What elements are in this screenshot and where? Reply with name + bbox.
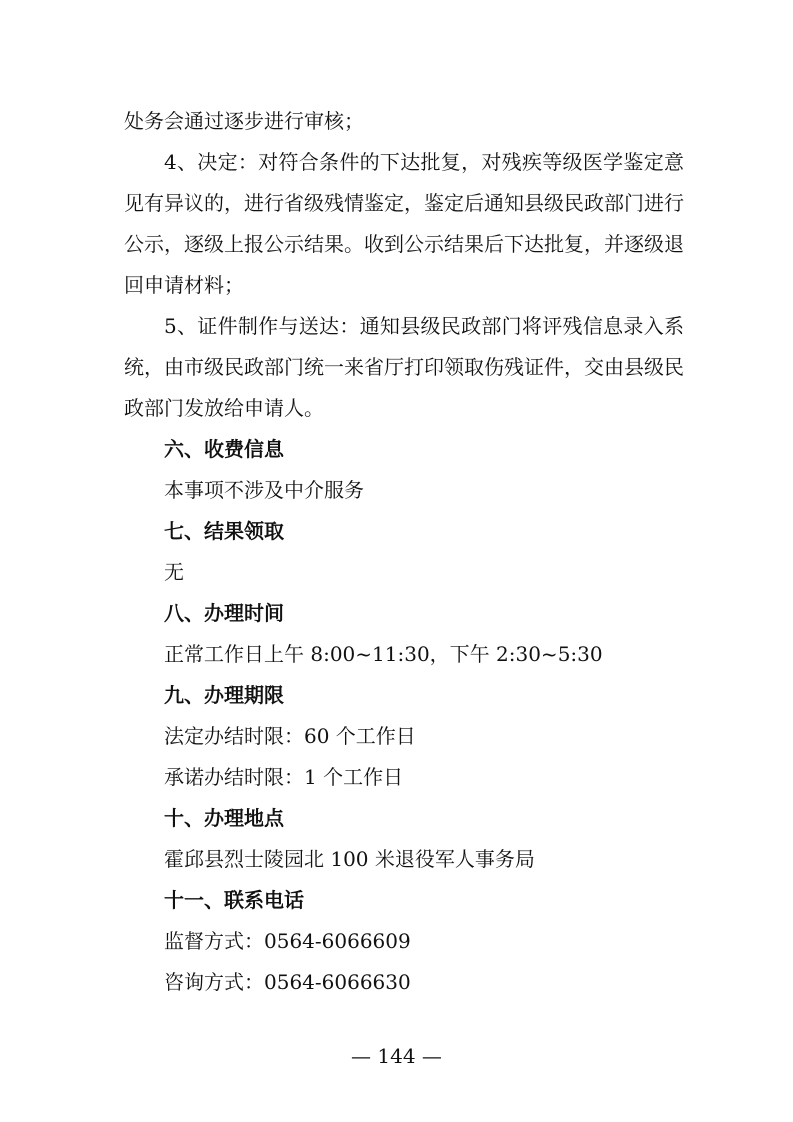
text-promised-deadline: 承诺办结时限：1 个工作日 [164,765,404,789]
text-legal-deadline: 法定办结时限：60 个工作日 [164,724,416,748]
heading-result-pickup: 七、结果领取 [164,519,284,543]
text-office-location: 霍邱县烈士陵园北 100 米退役军人事务局 [164,847,535,871]
paragraph-review: 处务会通过逐步进行审核； [124,109,364,133]
heading-office-location: 十、办理地点 [164,806,284,830]
document-body [124,101,684,1003]
heading-fee-info: 六、收费信息 [164,437,284,461]
paragraph-certificate: 5、证件制作与送达：通知县级民政部门将评残信息录入系统，由市级民政部门统一来省厅打印领取伤残证件，交由县级民政部门发放给申请人。 [124,314,684,420]
text-consult-phone: 咨询方式：0564-6066630 [164,970,411,994]
page-number: — 144 — [351,1044,442,1068]
heading-contact-phone: 十一、联系电话 [164,888,304,912]
text-office-hours: 正常工作日上午 8:00~11:30，下午 2:30~5:30 [164,642,603,666]
paragraph-decision: 4、决定：对符合条件的下达批复，对残疾等级医学鉴定意见有异议的，进行省级残情鉴定，鉴定后通知县级民政部门进行公示，逐级上报公示结果。收到公示结果后下达批复，并逐级退回申请材料； [124,150,684,297]
text-fee-info: 本事项不涉及中介服务 [164,478,364,502]
text-result-pickup: 无 [164,560,184,584]
heading-office-hours: 八、办理时间 [164,601,284,625]
text-supervise-phone: 监督方式：0564-6066609 [164,929,411,953]
heading-processing-deadline: 九、办理期限 [164,683,284,707]
